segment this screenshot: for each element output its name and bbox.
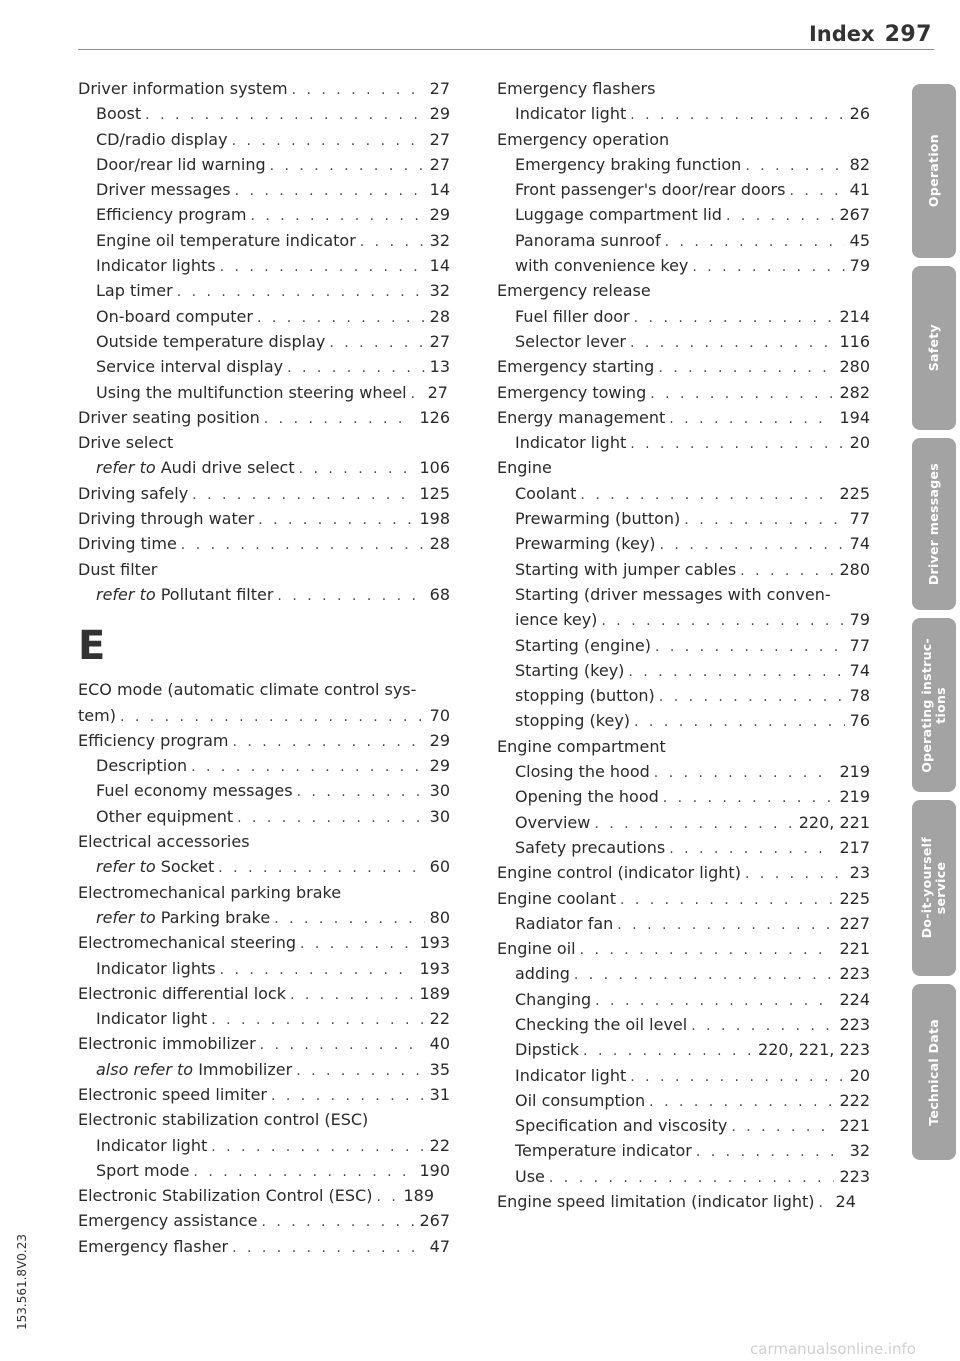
index-entry[interactable]: Energy management . . . 194 bbox=[497, 405, 870, 430]
index-subentry[interactable]: ience key) . . . 79 bbox=[497, 607, 870, 632]
index-heading: Drive select bbox=[78, 433, 174, 453]
index-heading: Electrical accessories bbox=[78, 832, 250, 852]
index-subentry[interactable]: Door/rear lid warning . . . 27 bbox=[78, 152, 450, 177]
index-subentry[interactable]: Indicator lights . . . 14 bbox=[78, 253, 450, 278]
index-subentry[interactable]: Front passenger's door/rear doors . . . 41 bbox=[497, 177, 870, 202]
index-heading: Dust filter bbox=[78, 559, 158, 579]
tab-driver-messages[interactable] bbox=[912, 438, 956, 610]
index-subentry[interactable]: On-board computer . . . 28 bbox=[78, 304, 450, 329]
index-subentry[interactable]: Indicator light . . . 22 bbox=[78, 1133, 450, 1158]
index-subentry[interactable]: adding . . . 223 bbox=[497, 961, 870, 986]
index-subentry[interactable]: Starting (engine) . . . 77 bbox=[497, 633, 870, 658]
index-subentry[interactable]: Radiator fan . . . 227 bbox=[497, 911, 870, 936]
index-subentry[interactable]: Service interval display . . . 13 bbox=[78, 354, 450, 379]
index-subentry[interactable]: Engine oil temperature indicator . . . 32 bbox=[78, 228, 450, 253]
index-entry[interactable]: Emergency starting . . . 280 bbox=[497, 354, 870, 379]
index-subentry[interactable]: Overview . . . 220, 221 bbox=[497, 810, 870, 835]
index-subentry[interactable]: stopping (button) . . . 78 bbox=[497, 683, 870, 708]
index-subentry[interactable]: Other equipment . . . 30 bbox=[78, 804, 450, 829]
index-subentry[interactable]: Emergency braking function . . . 82 bbox=[497, 152, 870, 177]
index-heading: ECO mode (automatic climate control sys- bbox=[78, 680, 417, 700]
index-subentry[interactable]: Luggage compartment lid . . . 267 bbox=[497, 202, 870, 227]
index-entry[interactable]: Emergency towing . . . 282 bbox=[497, 380, 870, 405]
index-entry[interactable]: Emergency flasher . . . 47 bbox=[78, 1234, 450, 1259]
index-entry[interactable]: Emergency assistance . . . 267 bbox=[78, 1208, 450, 1233]
index-column-right bbox=[497, 76, 870, 1214]
index-subentry[interactable]: Indicator light . . . 20 bbox=[497, 1063, 870, 1088]
index-entry[interactable]: Electronic speed limiter . . . 31 bbox=[78, 1082, 450, 1107]
index-subentry[interactable]: Boost . . . 29 bbox=[78, 101, 450, 126]
tab-label: Safety bbox=[926, 324, 941, 372]
tab-operation[interactable] bbox=[912, 84, 956, 258]
tab-label: Do-it-yourself service bbox=[919, 837, 948, 939]
index-subentry[interactable]: stopping (key) . . . 76 bbox=[497, 708, 870, 733]
index-subentry[interactable]: Safety precautions . . . 217 bbox=[497, 835, 870, 860]
index-column-left bbox=[78, 76, 450, 1259]
index-subentry[interactable]: Opening the hood . . . 219 bbox=[497, 784, 870, 809]
index-subentry[interactable]: Indicator light . . . 22 bbox=[78, 1006, 450, 1031]
index-entry[interactable]: Driver seating position . . . 126 bbox=[78, 405, 450, 430]
tab-technical-data[interactable] bbox=[912, 984, 956, 1160]
index-entry[interactable]: Electromechanical steering . . . 193 bbox=[78, 930, 450, 955]
index-subentry[interactable]: Coolant . . . 225 bbox=[497, 481, 870, 506]
header-rule bbox=[78, 49, 934, 50]
index-subheading: Starting (driver messages with conven- bbox=[515, 584, 831, 604]
index-subentry[interactable]: Fuel economy messages . . . 30 bbox=[78, 778, 450, 803]
index-subentry[interactable]: CD/radio display . . . 27 bbox=[78, 127, 450, 152]
index-subentry[interactable]: Using the multifunction steering wheel . . . 27 bbox=[78, 380, 450, 405]
index-crossref[interactable]: refer to Audi drive select . . . 106 bbox=[78, 455, 450, 480]
tab-label: Operating instruc- tions bbox=[919, 637, 948, 773]
index-subentry[interactable]: Lap timer . . . 32 bbox=[78, 278, 450, 303]
index-heading: Electronic stabilization control (ESC) bbox=[78, 1110, 369, 1130]
index-subentry[interactable]: Starting with jumper cables . . . 280 bbox=[497, 557, 870, 582]
index-entry[interactable]: Electronic Stabilization Control (ESC) . . . 189 bbox=[78, 1183, 450, 1208]
index-heading: Emergency operation bbox=[497, 129, 670, 149]
index-subentry[interactable]: Panorama sunroof . . . 45 bbox=[497, 228, 870, 253]
index-entry[interactable]: Electronic immobilizer . . . 40 bbox=[78, 1031, 450, 1056]
index-crossref[interactable]: refer to Pollutant filter . . . 68 bbox=[78, 582, 450, 607]
page-number: 297 bbox=[884, 22, 932, 47]
index-subentry[interactable]: Fuel filler door . . . 214 bbox=[497, 304, 870, 329]
index-subentry[interactable]: Sport mode . . . 190 bbox=[78, 1158, 450, 1183]
index-entry[interactable]: Engine speed limitation (indicator light) . . . 24 bbox=[497, 1189, 870, 1214]
index-entry[interactable]: Driving time . . . 28 bbox=[78, 531, 450, 556]
index-subentry[interactable]: Driver messages . . . 14 bbox=[78, 177, 450, 202]
index-subentry[interactable]: Changing . . . 224 bbox=[497, 987, 870, 1012]
index-heading: Emergency flashers bbox=[497, 79, 656, 98]
index-entry[interactable]: Driving through water . . . 198 bbox=[78, 506, 450, 531]
index-subentry[interactable]: Prewarming (button) . . . 77 bbox=[497, 506, 870, 531]
index-subentry[interactable]: Use . . . 223 bbox=[497, 1164, 870, 1189]
index-subentry[interactable]: Indicator light . . . 26 bbox=[497, 101, 870, 126]
index-subentry[interactable]: Dipstick . . . 220, 221, 223 bbox=[497, 1037, 870, 1062]
index-subentry[interactable]: Selector lever . . . 116 bbox=[497, 329, 870, 354]
index-crossref[interactable]: also refer to Immobilizer . . . 35 bbox=[78, 1057, 450, 1082]
index-entry[interactable]: Driver information system . . . 27 bbox=[78, 76, 450, 101]
tab-safety[interactable] bbox=[912, 266, 956, 430]
tab-label: Operation bbox=[926, 134, 941, 208]
index-subentry[interactable]: Temperature indicator . . . 32 bbox=[497, 1138, 870, 1163]
index-subentry[interactable]: Checking the oil level . . . 223 bbox=[497, 1012, 870, 1037]
index-heading: Engine compartment bbox=[497, 736, 666, 756]
index-entry[interactable]: tem) . . . 70 bbox=[78, 703, 450, 728]
tab-do-it-yourself-service[interactable] bbox=[912, 800, 956, 976]
page-header bbox=[809, 22, 932, 47]
index-subentry[interactable]: Prewarming (key) . . . 74 bbox=[497, 531, 870, 556]
index-entry[interactable]: Driving safely . . . 125 bbox=[78, 481, 450, 506]
index-subentry[interactable]: with convenience key . . . 79 bbox=[497, 253, 870, 278]
index-subentry[interactable]: Starting (key) . . . 74 bbox=[497, 658, 870, 683]
index-entry[interactable]: Engine control (indicator light) . . . 23 bbox=[497, 860, 870, 885]
index-subentry[interactable]: Oil consumption . . . 222 bbox=[497, 1088, 870, 1113]
document-code: 153.561.8V0.23 bbox=[15, 1234, 29, 1330]
index-heading: Electromechanical parking brake bbox=[78, 882, 342, 902]
index-crossref[interactable]: refer to Socket . . . 60 bbox=[78, 854, 450, 879]
index-heading: Emergency release bbox=[497, 281, 651, 301]
index-entry[interactable]: Engine coolant . . . 225 bbox=[497, 886, 870, 911]
index-subentry[interactable]: Specification and viscosity . . . 221 bbox=[497, 1113, 870, 1138]
index-subentry[interactable]: Description . . . 29 bbox=[78, 753, 450, 778]
index-entry[interactable]: Engine oil . . . 221 bbox=[497, 936, 870, 961]
section-title: Index bbox=[808, 22, 875, 46]
tab-operating-instructions[interactable] bbox=[912, 618, 956, 792]
tab-label: Driver messages bbox=[926, 462, 941, 586]
index-subentry[interactable]: Closing the hood . . . 219 bbox=[497, 759, 870, 784]
tab-label: Technical Data bbox=[926, 1018, 941, 1126]
section-letter-e: E bbox=[78, 623, 106, 670]
index-heading: Engine bbox=[497, 458, 552, 478]
index-subentry[interactable]: Efficiency program . . . 29 bbox=[78, 202, 450, 227]
watermark: carmanualsonline.info bbox=[750, 1340, 916, 1358]
index-subentry[interactable]: Indicator lights . . . 193 bbox=[78, 956, 450, 981]
index-subentry[interactable]: Indicator light . . . 20 bbox=[497, 430, 870, 455]
index-entry[interactable]: Electronic differential lock . . . 189 bbox=[78, 981, 450, 1006]
index-subentry[interactable]: Outside temperature display . . . 27 bbox=[78, 329, 450, 354]
index-entry[interactable]: Efficiency program . . . 29 bbox=[78, 728, 450, 753]
index-crossref[interactable]: refer to Parking brake . . . 80 bbox=[78, 905, 450, 930]
